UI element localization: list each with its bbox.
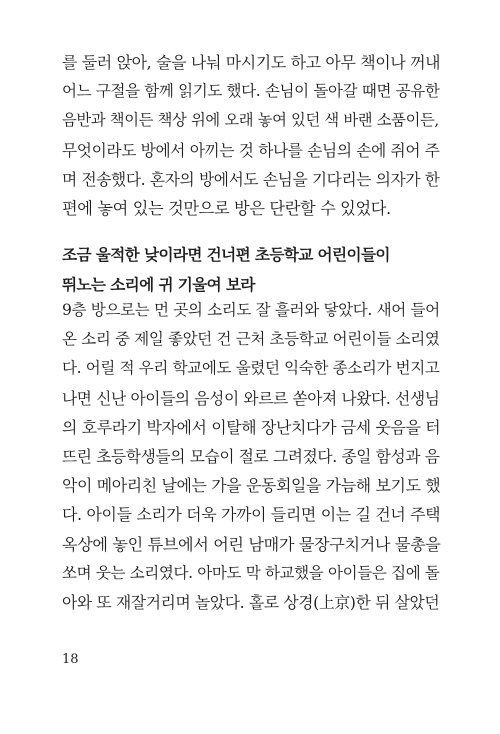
text-line: 뜨린 초등학생들의 모습이 절로 그려졌다. 종일 함성과 음 — [62, 446, 440, 466]
text-line: 음반과 책이든 책상 위에 오래 놓여 있던 색 바랜 소품이든, — [62, 111, 439, 130]
text-line: 편에 놓여 있는 것만으로 방은 단란할 수 있었다. — [62, 198, 391, 218]
intro-paragraph — [62, 48, 440, 223]
body-paragraph — [62, 296, 440, 617]
heading-line: 조금 울적한 낮이라면 건너편 초등학교 어린이들이 — [62, 246, 390, 264]
text-line: 쏘며 웃는 소리였다. 아마도 막 하교했을 아이들은 집에 돌 — [62, 563, 440, 582]
page-number: 18 — [62, 652, 79, 667]
text-line: 나면 신난 아이들의 음성이 와르르 쏟아져 나왔다. 선생님 — [62, 388, 440, 408]
text-line: 다. 어릴 적 우리 학교에도 울렸던 익숙한 종소리가 번지고 — [62, 359, 440, 378]
text-line: 를 둘러 앉아, 술을 나눠 마시기도 하고 아무 책이나 꺼내 — [62, 53, 441, 72]
text-line: 무엇이라도 방에서 아끼는 것 하나를 손님의 손에 쥐어 주 — [62, 140, 440, 160]
text-line: 아와 또 재잘거리며 놀았다. 홀로 상경(上京)한 뒤 살았던 — [62, 592, 440, 612]
text-line: 온 소리 중 제일 좋았던 건 근처 초등학교 어린이들 소리였 — [62, 330, 440, 349]
text-line: 의 호루라기 박자에서 이탈해 장난치다가 금세 웃음을 터 — [62, 417, 441, 437]
text-line: 다. 아이들 소리가 더욱 가까이 들리면 이는 길 건너 주택 — [62, 505, 441, 525]
text-line: 며 전송했다. 혼자의 방에서도 손님을 기다리는 의자가 한 — [62, 169, 440, 189]
text-line: 9층 방으로는 먼 곳의 소리도 잘 흘러와 닿았다. 새어 들어 — [62, 301, 440, 319]
text-line: 어느 구절을 함께 읽기도 했다. 손님이 돌아갈 때면 공유한 — [62, 82, 440, 101]
heading-line: 뛰노는 소리에 귀 기울여 보라 — [62, 276, 255, 294]
text-line: 악이 메아리친 날에는 가을 운동회일을 가늠해 보기도 했 — [62, 476, 441, 496]
section-heading — [62, 240, 440, 300]
text-line: 옥상에 놓인 튜브에서 어린 남매가 물장구치거나 물총을 — [62, 534, 441, 554]
